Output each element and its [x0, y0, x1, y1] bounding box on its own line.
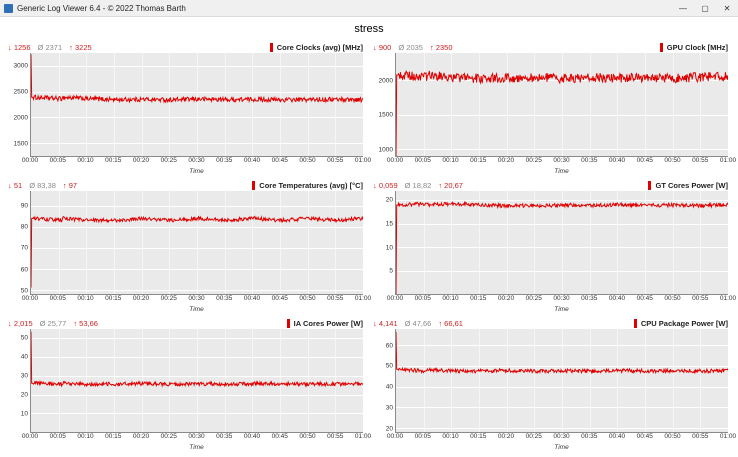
plot-area	[373, 191, 728, 295]
stat-max: ↑ 2350	[429, 42, 453, 52]
close-button[interactable]: ✕	[723, 3, 731, 13]
x-tick-label: 01:00	[354, 157, 372, 164]
series-line	[31, 191, 363, 294]
stat-value: 2,015	[13, 318, 33, 328]
stat-value: 20,67	[444, 180, 463, 190]
chart-legend	[270, 43, 363, 52]
y-tick-label: 40	[20, 353, 28, 361]
x-axis-title: Time	[554, 306, 569, 313]
legend-color-swatch	[287, 319, 290, 328]
stat-avg: Ø 25,77	[39, 318, 67, 328]
plot-canvas	[395, 191, 728, 295]
x-tick-label: 00:55	[692, 433, 709, 440]
x-tick-label: 00:50	[664, 157, 681, 164]
stat-max: ↑ 53,66	[73, 318, 98, 328]
x-tick-label: 00:20	[497, 157, 515, 164]
x-tick-label: 00:45	[271, 433, 288, 440]
stat-value: 4,141	[378, 318, 398, 328]
x-tick-label: 00:20	[132, 433, 150, 440]
stat-value: 83,38	[37, 180, 56, 190]
chart-title: GT Cores Power [W]	[655, 180, 728, 190]
x-tick-label: 00:35	[581, 433, 598, 440]
legend-color-swatch	[252, 181, 255, 190]
x-tick-label: 00:20	[132, 157, 150, 164]
stat-avg: Ø 47,66	[404, 318, 432, 328]
x-tick-label: 00:45	[636, 157, 653, 164]
plot-canvas	[395, 329, 728, 433]
stat-value: 25,77	[47, 318, 67, 328]
x-tick-label: 00:45	[636, 295, 653, 302]
x-tick-label: 01:00	[354, 433, 372, 440]
x-tick-label: 00:25	[160, 295, 177, 302]
x-tick-label: 00:25	[525, 157, 542, 164]
y-tick-label: 80	[20, 223, 28, 231]
chart-header	[373, 179, 728, 191]
x-axis	[386, 157, 737, 168]
y-tick-label: 50	[20, 287, 28, 295]
y-tick-label: 1500	[13, 140, 28, 148]
x-tick-label: 01:00	[354, 295, 372, 302]
x-tick-label: 00:30	[553, 157, 570, 164]
x-tick-label: 00:10	[442, 433, 459, 440]
legend-color-swatch	[270, 43, 273, 52]
y-tick-label: 30	[385, 404, 393, 412]
y-tick-label: 50	[385, 362, 393, 370]
stat-value: 1256	[13, 42, 31, 52]
x-tick-label: 00:15	[105, 157, 122, 164]
x-tick-label: 00:00	[386, 433, 404, 440]
plot-canvas	[30, 191, 363, 295]
plot-area	[8, 53, 363, 157]
stat-avg: Ø 83,38	[29, 180, 56, 190]
x-tick-label: 00:55	[327, 157, 344, 164]
stat-value: 53,66	[79, 318, 98, 328]
x-tick-label: 00:50	[664, 433, 681, 440]
y-tick-label: 2000	[13, 114, 28, 122]
x-axis	[21, 433, 372, 444]
chart-title: Core Clocks (avg) [MHz]	[276, 42, 363, 52]
x-tick-label: 00:05	[49, 157, 66, 164]
y-tick-label: 5	[389, 267, 393, 275]
plot-area	[8, 329, 363, 433]
x-tick-label: 00:30	[188, 157, 205, 164]
x-tick-label: 00:20	[497, 433, 515, 440]
y-axis	[8, 191, 30, 295]
x-tick-label: 00:15	[470, 157, 487, 164]
y-tick-label: 10	[385, 244, 393, 252]
chart-legend	[660, 43, 728, 52]
chart-legend	[648, 181, 728, 190]
stat-max: ↑ 20,67	[438, 180, 463, 190]
chart-legend	[634, 319, 728, 328]
stat-value: 51	[13, 180, 23, 190]
x-tick-label: 00:55	[692, 295, 709, 302]
x-tick-label: 00:15	[470, 295, 487, 302]
chart-legend	[287, 319, 363, 328]
x-tick-label: 00:20	[132, 295, 150, 302]
chart-panel-cpu-package-power	[369, 315, 737, 453]
x-tick-label: 00:10	[77, 433, 94, 440]
y-tick-label: 90	[20, 202, 28, 210]
x-tick-label: 00:35	[216, 433, 233, 440]
x-tick-label: 00:55	[327, 433, 344, 440]
x-tick-label: 00:15	[105, 433, 122, 440]
chart-title: GPU Clock [MHz]	[666, 42, 728, 52]
y-tick-label: 10	[20, 410, 28, 418]
y-tick-label: 20	[20, 391, 28, 399]
x-tick-label: 00:50	[299, 433, 316, 440]
window-title: Generic Log Viewer 6.4 - © 2022 Thomas Barth	[17, 3, 186, 13]
x-tick-label: 00:30	[188, 433, 205, 440]
y-tick-label: 50	[20, 334, 28, 342]
x-tick-label: 00:55	[327, 295, 344, 302]
chart-stats	[373, 319, 463, 328]
x-tick-label: 00:45	[636, 433, 653, 440]
x-tick-label: 00:00	[21, 157, 39, 164]
chart-panel-gt-cores-power	[369, 177, 737, 315]
chart-header	[8, 41, 363, 53]
series-line	[31, 329, 363, 432]
y-tick-label: 3000	[13, 62, 28, 70]
stat-avg: Ø 2035	[398, 42, 423, 52]
y-tick-label: 70	[20, 244, 28, 252]
plot-canvas	[395, 53, 728, 157]
x-tick-label: 00:10	[442, 295, 459, 302]
x-tick-label: 00:25	[160, 433, 177, 440]
chart-stats	[373, 43, 453, 52]
stat-min: ↓ 51	[8, 180, 23, 190]
stat-max: ↑ 66,61	[438, 318, 463, 328]
stat-min: ↓ 2,015	[8, 318, 33, 328]
y-tick-label: 2500	[13, 88, 28, 96]
x-tick-label: 00:10	[77, 295, 94, 302]
x-tick-label: 00:45	[271, 157, 288, 164]
stat-avg: Ø 2371	[37, 42, 63, 52]
plot-canvas	[30, 329, 363, 433]
stat-min: ↓ 4,141	[373, 318, 398, 328]
series-line	[396, 329, 728, 432]
x-tick-label: 00:35	[216, 295, 233, 302]
x-tick-label: 00:00	[386, 157, 404, 164]
chart-title: IA Cores Power [W]	[293, 318, 363, 328]
y-axis	[373, 329, 395, 433]
stat-min: ↓ 0,059	[373, 180, 398, 190]
chart-panel-gpu-clock	[369, 39, 737, 177]
x-axis-title: Time	[554, 444, 569, 451]
y-axis	[8, 329, 30, 433]
chart-panel-core-clocks-avg	[4, 39, 372, 177]
series-line	[396, 191, 728, 294]
stat-value: 97	[68, 180, 78, 190]
chart-header	[8, 179, 363, 191]
y-tick-label: 15	[385, 220, 393, 228]
stat-max: ↑ 97	[62, 180, 78, 190]
x-tick-label: 00:05	[414, 157, 431, 164]
y-tick-label: 40	[385, 383, 393, 391]
y-tick-label: 20	[385, 196, 393, 204]
x-tick-label: 00:40	[243, 157, 261, 164]
x-tick-label: 00:30	[553, 295, 570, 302]
stat-value: 0,059	[378, 180, 398, 190]
app-icon	[4, 4, 13, 13]
x-tick-label: 00:40	[243, 433, 261, 440]
y-tick-label: 60	[385, 342, 393, 350]
x-tick-label: 00:50	[664, 295, 681, 302]
stat-value: 2371	[45, 42, 63, 52]
plot-area	[373, 53, 728, 157]
x-tick-label: 00:10	[442, 157, 459, 164]
plot-canvas	[30, 53, 363, 157]
maximize-button[interactable]: ▢	[701, 3, 709, 13]
x-tick-label: 00:40	[608, 433, 626, 440]
legend-color-swatch	[660, 43, 663, 52]
y-tick-label: 60	[20, 266, 28, 274]
stat-min: ↓ 1256	[8, 42, 31, 52]
x-tick-label: 00:20	[497, 295, 515, 302]
x-tick-label: 00:05	[49, 433, 66, 440]
x-axis	[386, 433, 737, 444]
x-tick-label: 00:15	[105, 295, 122, 302]
minimize-button[interactable]: —	[679, 3, 687, 13]
y-tick-label: 20	[385, 425, 393, 433]
x-axis-title: Time	[189, 306, 204, 313]
stat-avg: Ø 18,82	[404, 180, 432, 190]
stat-value: 2035	[406, 42, 423, 52]
x-tick-label: 00:00	[386, 295, 404, 302]
stat-value: 47,66	[412, 318, 432, 328]
plot-area	[373, 329, 728, 433]
y-tick-label: 30	[20, 372, 28, 380]
x-tick-label: 00:45	[271, 295, 288, 302]
x-axis-title: Time	[554, 168, 569, 175]
chart-legend	[252, 181, 363, 190]
x-tick-label: 00:30	[553, 433, 570, 440]
x-tick-label: 01:00	[719, 433, 737, 440]
x-tick-label: 01:00	[719, 157, 737, 164]
legend-color-swatch	[634, 319, 637, 328]
chart-title: CPU Package Power [W]	[640, 318, 728, 328]
x-tick-label: 00:35	[581, 295, 598, 302]
x-tick-label: 00:05	[49, 295, 66, 302]
series-line	[31, 53, 363, 156]
y-axis	[8, 53, 30, 157]
x-tick-label: 00:40	[243, 295, 261, 302]
x-tick-label: 00:35	[216, 157, 233, 164]
x-tick-label: 00:05	[414, 295, 431, 302]
x-axis	[21, 157, 372, 168]
x-tick-label: 00:25	[160, 157, 177, 164]
x-tick-label: 00:00	[21, 433, 39, 440]
chart-header	[373, 317, 728, 329]
x-axis-title: Time	[189, 168, 204, 175]
x-axis-title: Time	[189, 444, 204, 451]
x-tick-label: 00:35	[581, 157, 598, 164]
stat-value: 18,82	[412, 180, 432, 190]
x-tick-label: 00:25	[525, 295, 542, 302]
page-title: stress	[354, 23, 384, 35]
x-tick-label: 00:00	[21, 295, 39, 302]
stat-value: 2350	[435, 42, 453, 52]
x-tick-label: 00:40	[608, 295, 626, 302]
x-tick-label: 01:00	[719, 295, 737, 302]
stat-max: ↑ 3225	[69, 42, 92, 52]
legend-color-swatch	[648, 181, 651, 190]
x-tick-label: 00:15	[470, 433, 487, 440]
chart-title: Core Temperatures (avg) [°C]	[259, 180, 363, 190]
window-controls	[672, 0, 738, 16]
chart-stats	[8, 181, 77, 190]
chart-stats	[8, 43, 92, 52]
x-tick-label: 00:30	[188, 295, 205, 302]
stat-value: 66,61	[444, 318, 463, 328]
y-tick-label: 2000	[378, 77, 393, 85]
series-line	[396, 53, 728, 156]
x-axis	[386, 295, 737, 306]
stat-value: 900	[378, 42, 392, 52]
x-tick-label: 00:50	[299, 295, 316, 302]
y-tick-label: 1000	[378, 146, 393, 154]
chart-stats	[373, 181, 463, 190]
x-tick-label: 00:50	[299, 157, 316, 164]
chart-header	[8, 317, 363, 329]
chart-panel-ia-cores-power	[4, 315, 372, 453]
x-tick-label: 00:55	[692, 157, 709, 164]
x-tick-label: 00:10	[77, 157, 94, 164]
chart-panel-core-temperatures-avg	[4, 177, 372, 315]
y-tick-label: 1500	[378, 111, 393, 119]
stat-min: ↓ 900	[373, 42, 392, 52]
x-tick-label: 00:40	[608, 157, 626, 164]
window-titlebar	[0, 0, 738, 17]
x-tick-label: 00:25	[525, 433, 542, 440]
stat-value: 3225	[74, 42, 92, 52]
x-axis	[21, 295, 372, 306]
y-axis	[373, 191, 395, 295]
x-tick-label: 00:05	[414, 433, 431, 440]
chart-stats	[8, 319, 98, 328]
chart-header	[373, 41, 728, 53]
charts-grid	[0, 39, 738, 453]
plot-area	[8, 191, 363, 295]
y-axis	[373, 53, 395, 157]
